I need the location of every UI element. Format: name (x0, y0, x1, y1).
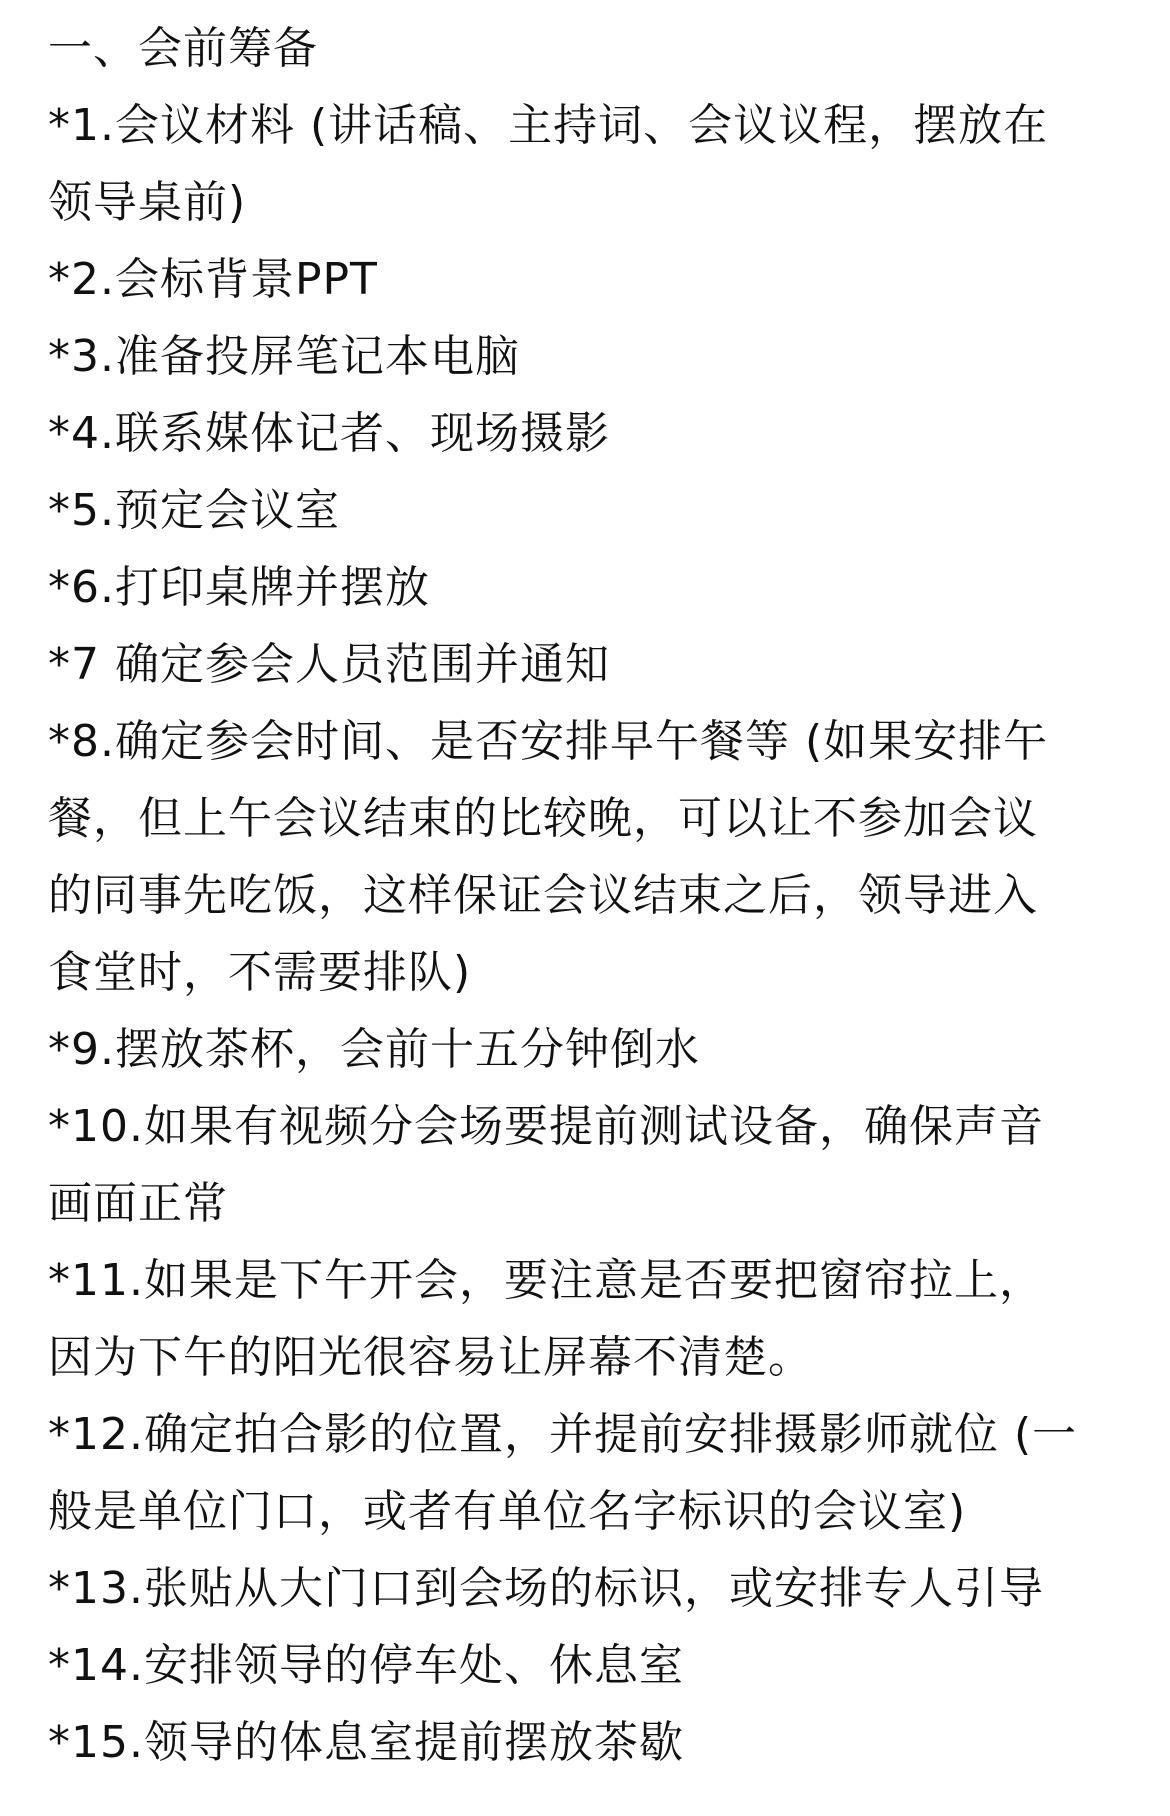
list-item-continuation: 餐，但上午会议结束的比较晚，可以让不参加会议 (48, 793, 1038, 844)
list-item: *13.张贴从大门口到会场的标识，或安排专人引导 (48, 1563, 1044, 1614)
list-item: *15.领导的体息室提前摆放茶歇 (48, 1717, 684, 1768)
list-item-continuation: 般是单位门口，或者有单位名字标识的会议室) (48, 1486, 967, 1537)
list-item: *3.准备投屏笔记本电脑 (48, 331, 520, 382)
document-body (48, 10, 1118, 1781)
list-item: *6.打印桌牌并摆放 (48, 562, 430, 613)
list-item: *4.联系媒体记者、现场摄影 (48, 408, 610, 459)
section-heading: 一、会前筹备 (48, 23, 318, 74)
list-item: *12.确定拍合影的位置，并提前安排摄影师就位 (一 (48, 1409, 1078, 1460)
list-item: *9.摆放茶杯，会前十五分钟倒水 (48, 1024, 700, 1075)
list-item: *5.预定会议室 (48, 485, 340, 536)
list-item-continuation: 画面正常 (48, 1178, 228, 1229)
list-item-continuation: 的同事先吃饭，这样保证会议结束之后，领导进入 (48, 870, 1038, 921)
list-item: *2.会标背景PPT (48, 254, 378, 305)
list-item: *11.如果是下午开会，要注意是否要把窗帘拉上， (48, 1255, 1044, 1306)
list-item: *1.会议材料 (讲话稿、主持词、会议议程，摆放在 (48, 100, 1049, 151)
list-item: *7 确定参会人员范围并通知 (48, 639, 610, 690)
list-item: *10.如果有视频分会场要提前测试设备，确保声音 (48, 1101, 1044, 1152)
list-item-continuation: 食堂时，不需要排队) (48, 947, 472, 998)
list-item: *8.确定参会时间、是否安排早午餐等 (如果安排午 (48, 716, 1049, 767)
list-item-continuation: 因为下午的阳光很容易让屏幕不清楚。 (48, 1332, 813, 1383)
list-item: *14.安排领导的停车处、休息室 (48, 1640, 684, 1691)
list-item-continuation: 领导桌前) (48, 177, 247, 228)
